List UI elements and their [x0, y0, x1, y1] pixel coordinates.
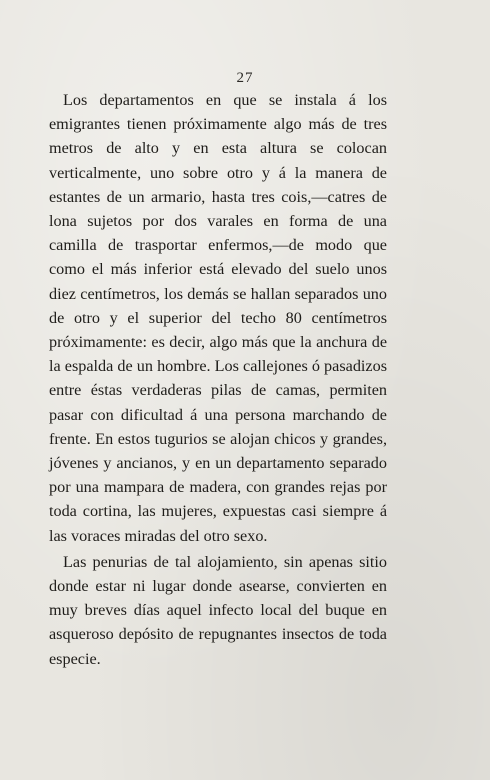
- body-text: [49, 88, 387, 671]
- paragraph-2: Las penurias de tal alojamiento, sin apenas sitio donde estar ni lugar donde asearse, convierten en muy breves días aquel infecto local del buque en asqueroso depósito de repugnantes insectos de toda especie.: [49, 552, 387, 668]
- paragraph-1: Los departamentos en que se instala á los emigrantes tienen próximamente algo más de tres metros de alto y en esta altura se colocan verticalmente, uno sobre otro y á la manera de estantes de un armario, hasta tres cois,—catres de lona sujetos por dos varales en forma de una camilla de trasportar enfermos,—de modo que como el más inferior está elevado del suelo unos diez centímetros, los demás se hallan separados uno de otro y el superior del techo 80 centímetros próximamente: es decir, algo más que la anchura de la espalda de un hombre. Los callejones ó pasadizos entre éstas verdaderas pilas de camas, permiten pasar con dificultad á una persona marchando de frente. En estos tugurios se alojan chicos y grandes, jóvenes y ancianos, y en un departamento separado por una mampara de madera, con grandes rejas por toda cortina, las mujeres, expuestas casi siempre á las voraces miradas del otro sexo.: [49, 91, 387, 545]
- page-number: 27: [236, 70, 254, 86]
